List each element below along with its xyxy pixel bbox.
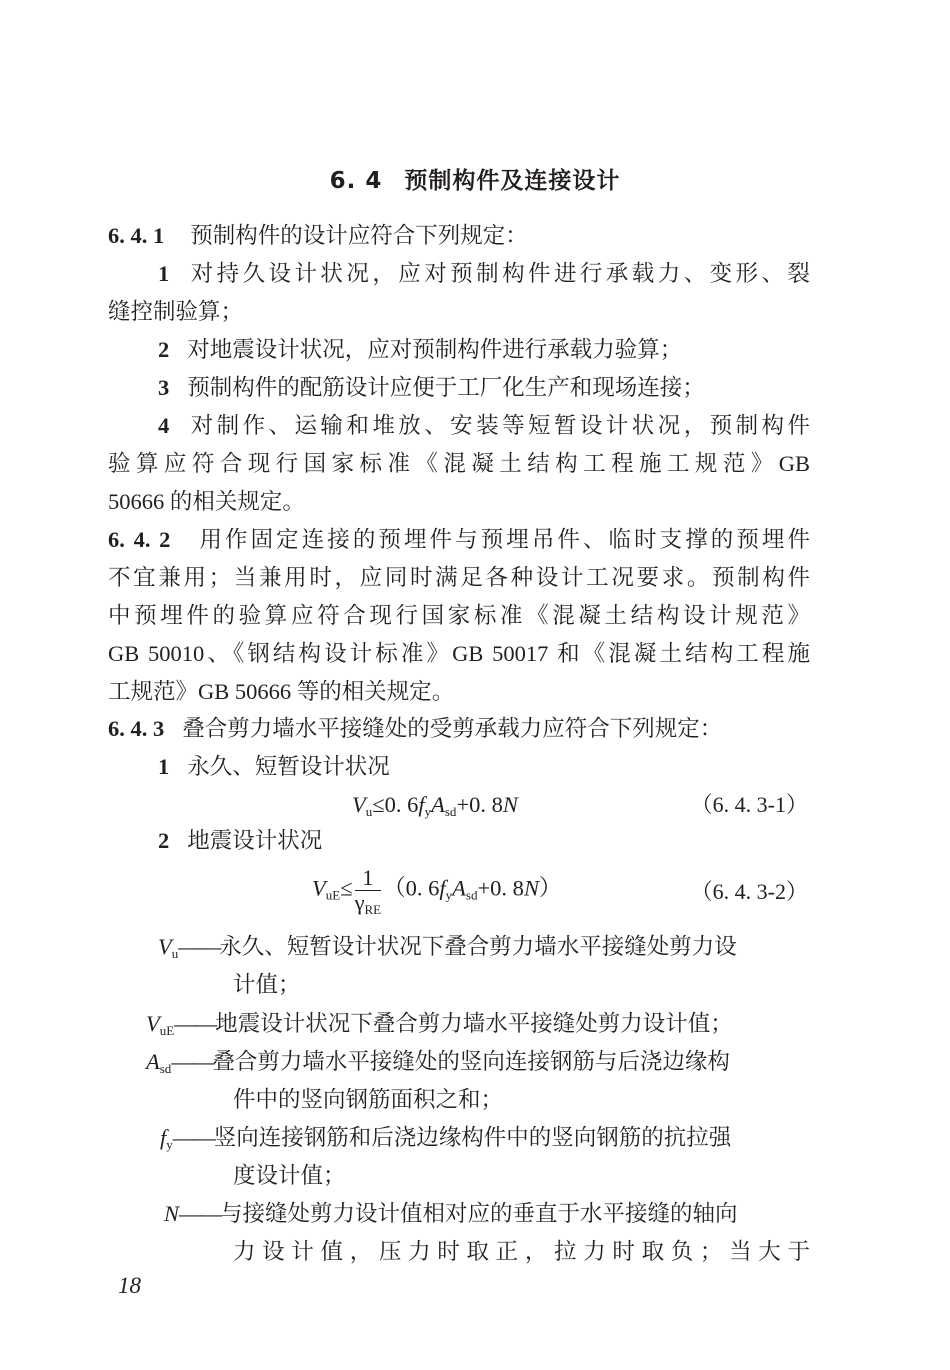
eq-subscript: y	[424, 804, 432, 819]
gamma-symbol: γ	[354, 890, 365, 915]
eq-text: +0. 8	[477, 875, 524, 901]
def-dash: ——	[179, 1201, 221, 1226]
def-text: 地震设计状况下叠合剪力墙水平接缝处剪力设计值；	[215, 1011, 733, 1036]
def-symbol: V	[158, 934, 172, 959]
section-title: 预制构件及连接设计	[404, 168, 621, 194]
eq-fraction	[355, 866, 382, 915]
def-dash: ——	[174, 1011, 216, 1036]
def-text: 叠合剪力墙水平接缝处的竖向连接钢筋与后浇边缘构	[212, 1049, 730, 1074]
eq-text: ）	[538, 875, 562, 901]
def-subscript: u	[171, 946, 179, 961]
def-symbol: f	[160, 1125, 167, 1150]
def-symbol: N	[164, 1201, 180, 1226]
eq-symbol: A	[431, 792, 445, 817]
eq-subscript: y	[445, 887, 453, 903]
eq-symbol: N	[523, 875, 539, 901]
item-number: 1	[158, 754, 170, 779]
eq-symbol: f	[439, 875, 446, 901]
item-text: 地震设计状况	[187, 828, 323, 853]
item-4-line-3: 50666 的相关规定。	[108, 489, 305, 514]
equation-number: （6. 4. 3-1）	[690, 792, 808, 817]
page-number: 18	[118, 1273, 141, 1298]
eq-subscript: RE	[364, 902, 382, 917]
def-symbol: V	[146, 1011, 160, 1036]
def-text: 竖向连接钢筋和后浇边缘构件中的竖向钢筋的抗拉强	[213, 1125, 732, 1150]
definition-line	[146, 1009, 810, 1039]
equation-6-4-3-2	[312, 866, 561, 915]
item-text: 预制构件的配筋设计应便于工厂化生产和现场连接；	[187, 375, 705, 400]
definition-line	[158, 932, 810, 962]
def-dash: ——	[178, 934, 220, 959]
def-symbol: A	[146, 1049, 160, 1074]
item-text: 对制作、运输和堆放、安装等短暂设计状况，预制构件	[187, 413, 810, 438]
def-subscript: sd	[159, 1061, 172, 1076]
item-1-persistent	[158, 752, 860, 782]
clause-6-4-2-line-2: 不宜兼用；当兼用时，应同时满足各种设计工况要求。预制构件	[108, 565, 810, 590]
clause-text: 叠合剪力墙水平接缝处的受剪承载力应符合下列规定：	[182, 716, 723, 741]
clause-number: 6. 4. 2	[108, 527, 171, 552]
item-number: 2	[158, 337, 170, 362]
item-number: 2	[158, 828, 170, 853]
item-4-line-2: 验算应符合现行国家标准《混凝土结构工程施工规范》GB	[108, 451, 810, 476]
item-1-line-1	[158, 259, 810, 289]
eq-text: ≤	[340, 875, 353, 901]
eq-text: +0. 8	[456, 792, 503, 817]
eq-subscript: sd	[444, 804, 457, 819]
clause-6-4-3-lead	[108, 714, 810, 744]
item-number: 3	[158, 375, 170, 400]
equation-6-4-3-1	[352, 790, 518, 820]
eq-text: （0. 6	[383, 875, 440, 901]
definition-line	[146, 1047, 810, 1077]
def-text-continued: 计值；	[233, 972, 301, 997]
definition-line	[160, 1123, 810, 1153]
eq-subscript: uE	[325, 887, 341, 903]
item-number: 4	[158, 413, 170, 438]
clause-number: 6. 4. 1	[108, 223, 165, 248]
eq-symbol: N	[502, 792, 518, 817]
eq-subscript: u	[365, 804, 373, 819]
item-text: 永久、短暂设计状况	[187, 754, 390, 779]
clause-number: 6. 4. 3	[108, 716, 165, 741]
def-text: 与接缝处剪力设计值相对应的垂直于水平接缝的轴向	[220, 1201, 738, 1226]
item-3	[158, 373, 860, 403]
item-1-line-2: 缝控制验算；	[108, 299, 244, 324]
eq-symbol: V	[312, 875, 326, 901]
clause-6-4-2-line-1	[108, 525, 810, 555]
clause-6-4-2-line-4: GB 50010、《钢结构设计标准》GB 50017 和《混凝土结构工程施	[108, 641, 810, 666]
item-2-seismic	[158, 826, 860, 856]
def-text: 永久、短暂设计状况下叠合剪力墙水平接缝处剪力设	[219, 934, 737, 959]
eq-symbol: f	[418, 792, 425, 817]
item-number: 1	[158, 261, 170, 286]
eq-subscript: sd	[465, 887, 478, 903]
clause-6-4-2-line-3: 中预埋件的验算应符合现行国家标准《混凝土结构设计规范》	[108, 603, 810, 628]
def-subscript: y	[166, 1137, 173, 1152]
clause-6-4-1-lead	[108, 221, 810, 251]
fraction-numerator: 1	[355, 866, 382, 891]
eq-symbol: V	[352, 792, 366, 817]
item-2	[158, 335, 860, 365]
item-text: 对地震设计状况，应对预制构件进行承载力验算；	[187, 337, 683, 362]
clause-6-4-2-line-5: 工规范》GB 50666 等的相关规定。	[108, 679, 455, 704]
def-text-continued: 件中的竖向钢筋面积之和；	[233, 1087, 504, 1112]
section-number: 6. 4	[329, 168, 383, 194]
clause-text: 预制构件的设计应符合下列规定：	[190, 223, 528, 248]
def-dash: ——	[172, 1125, 214, 1150]
fraction-denominator	[355, 891, 382, 915]
definition-line	[164, 1199, 810, 1229]
equation-number: （6. 4. 3-2）	[690, 879, 808, 904]
item-text: 对持久设计状况，应对预制构件进行承载力、变形、裂	[187, 261, 810, 286]
def-text-continued: 力设计值，压力时取正，拉力时取负；当大于	[233, 1239, 810, 1264]
clause-text: 用作固定连接的预埋件与预埋吊件、临时支撑的预埋件	[196, 527, 810, 552]
eq-symbol: A	[452, 875, 466, 901]
item-4-line-1	[158, 411, 810, 441]
section-heading	[0, 162, 950, 195]
def-text-continued: 度设计值；	[233, 1163, 346, 1188]
def-subscript: uE	[159, 1023, 175, 1038]
def-dash: ——	[171, 1049, 213, 1074]
eq-text: ≤0. 6	[372, 792, 419, 817]
